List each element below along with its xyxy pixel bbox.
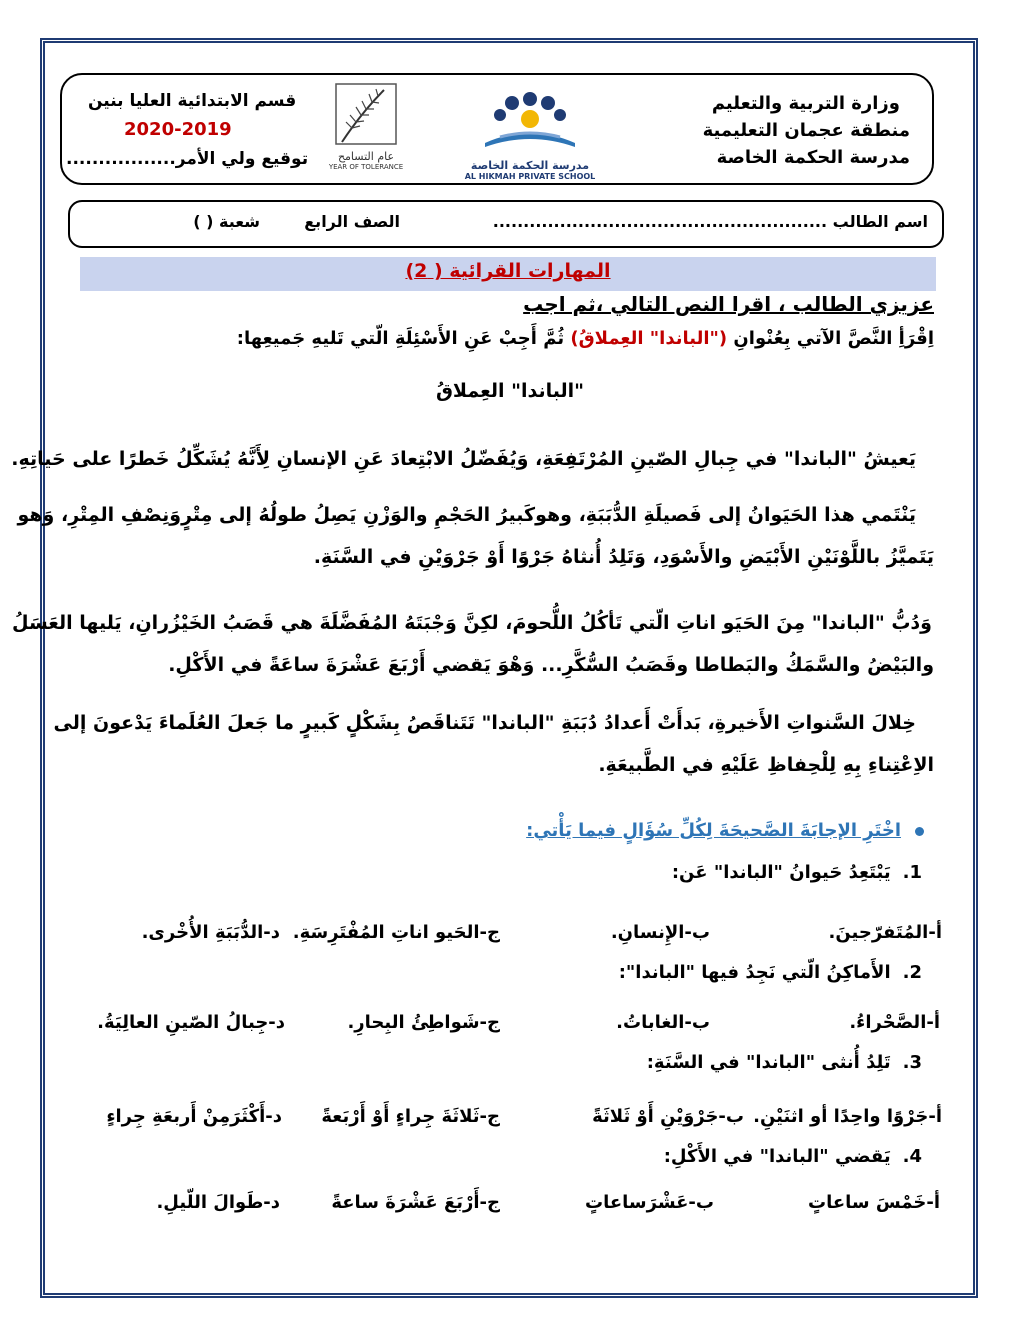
zone-name: منطقة عجمان التعليمية bbox=[702, 120, 910, 141]
q2-option-a[interactable]: أ-الصَّحْراءُ. bbox=[849, 1012, 940, 1033]
question-1-text: يَبْتَعِدُ حَيوانُ "الباندا" عَن: bbox=[671, 862, 891, 883]
q1-option-a[interactable]: أ-المُتَفرّجينَ. bbox=[828, 922, 942, 943]
passage-title: "الباندا" العِملاقُ bbox=[435, 380, 585, 402]
question-1-number: 1. bbox=[902, 862, 922, 883]
q3-option-a[interactable]: أ-جَرْوًا واحِدًا أو اثنَيْنِ. bbox=[753, 1106, 942, 1127]
intro-greeting: عزيزي الطالب ، اقرا النص التالي ،ثم اجب bbox=[523, 292, 934, 316]
question-4 bbox=[664, 1146, 922, 1167]
parent-signature: توقيع ولي الأمر................. bbox=[66, 149, 309, 169]
tolerance-logo-english: YEAR OF TOLERANCE bbox=[328, 163, 404, 171]
question-4-number: 4. bbox=[902, 1146, 922, 1167]
instruction-text: اخْتَرِ الإجابَةَ الصَّحيحَةَ لِكُلِّ سُؤَالٍ فيما يَأْتي: bbox=[526, 820, 901, 841]
q2-option-d[interactable]: د-جِبالُ الصّينِ العالِيَةُ. bbox=[97, 1012, 285, 1033]
title-bar bbox=[80, 257, 936, 291]
question-3-number: 3. bbox=[902, 1052, 922, 1073]
q1-option-d[interactable]: د-الدُّبَبَةِ الأُخْرى. bbox=[141, 922, 280, 943]
paragraph-2-line-1: يَنْتَمي هذا الحَيَوانُ إلى فَصيلَةِ الدُّبَبَةِ، وهوكَبيرُ الحَجْمِ والوَزْنِ يَصِلُ طولُهُ إلى مِتْرٍوَنِصْفِ المِتْرِ، وَهو bbox=[17, 504, 916, 526]
paragraph-3-line-1: وَدُبُّ "الباندا" مِنَ الحَيَو اناتِ الّتي تَأكُلُ اللُّحومَ، لكِنَّ وَجْبَتَهُ المُفَضَّلَةَ هي قَصَبُ الخَيْزُرانِ، يَليها العَسَلُ bbox=[12, 612, 932, 634]
q3-option-c[interactable]: ج-ثَلاثَةَ جِراءٍ أَوْ أَرْبَعةً bbox=[321, 1106, 500, 1127]
q4-option-a[interactable]: أ-خَمْسَ ساعاتٍ bbox=[808, 1192, 940, 1213]
tolerance-plant-icon bbox=[322, 82, 410, 146]
q4-option-c[interactable]: ج-أَرْبَعَ عَشْرَةَ ساعةً bbox=[331, 1192, 500, 1213]
q3-option-d[interactable]: د-أَكْثَرَمِنْ أَربعَةِ جِراءٍ bbox=[106, 1106, 282, 1127]
school-logo bbox=[460, 85, 600, 181]
school-logo-arabic: مدرسة الحكمة الخاصة bbox=[470, 159, 590, 172]
question-2-text: الأَماكِنُ الّتي نَجِدُ فيها "الباندا": bbox=[618, 962, 891, 983]
instruction-line bbox=[526, 820, 924, 841]
tolerance-logo bbox=[322, 82, 410, 178]
tolerance-logo-arabic: عام التسامح bbox=[337, 150, 395, 163]
intro-after: ثُمَّ أَجِبْ عَنِ الأَسْئِلَةِ الّتي تَليهِ جَميعِها: bbox=[236, 328, 565, 349]
paragraph-1-line-1: يَعيشُ "الباندا" في جِبالِ الصّينِ المُرْتَفِعَةِ، وَيُفَضّلُ الابْتِعادَ عَنِ الإنسانِ لِأَنَّهُ يُشَكِّلُ خَطرًا على حَياتِهِ. bbox=[11, 448, 916, 470]
ministry-name: وزارة التربية والتعليم bbox=[711, 93, 900, 114]
school-logo-english: AL HIKMAH PRIVATE SCHOOL bbox=[464, 172, 596, 181]
intro-before: اِقْرَأِ النَّصَّ الآتي بِعُنْوانِ bbox=[733, 328, 934, 349]
question-4-text: يَقضي "الباندا" في الأَكْلِ: bbox=[663, 1146, 891, 1167]
grade-label: الصف الرابع bbox=[304, 212, 400, 231]
question-2 bbox=[619, 962, 922, 983]
paragraph-4-line-1: خِلالَ السَّنواتِ الأَخيرةِ، بَدأَتْ أَعدادُ دُبَبَةِ "الباندا" تَتَناقَصُ بِشَكْلٍ كَبيرٍ ما جَعلَ العُلَماءَ يَدْعونَ إلى bbox=[53, 712, 916, 734]
q2-option-b[interactable]: ب-الغاباتُ. bbox=[616, 1012, 710, 1033]
question-2-number: 2. bbox=[902, 962, 922, 983]
paragraph-3-line-2: والبَيْضُ والسَّمَكُ والبَطاطا وقَصَبُ السُّكَّرِ... وَهْوَ يَقضي أَرْبَعَ عَشْرَةَ ساعَةً في الأَكْلِ. bbox=[168, 654, 934, 676]
department-name: قسم الابتدائية العليا بنين bbox=[88, 91, 297, 111]
question-3-text: تَلِدُ أُنثى "الباندا" في السَّنَةِ: bbox=[646, 1052, 891, 1073]
paragraph-4-line-2: الاِعْتِناءِ بِهِ لِلْحِفاظِ عَلَيْهِ في الطَّبيعَةِ. bbox=[598, 754, 934, 776]
school-logo-icon bbox=[460, 85, 600, 155]
question-3 bbox=[647, 1052, 922, 1073]
q3-option-b[interactable]: ب-جَرْوَيْنِ أَوْ ثَلاثَةً bbox=[592, 1106, 744, 1127]
intro-instruction bbox=[237, 328, 934, 349]
q2-option-c[interactable]: ج-شَواطِئُ البِحارِ. bbox=[347, 1012, 500, 1033]
q1-option-c[interactable]: ج-الحَيو اناتِ المُفْتَرِسَةِ. bbox=[292, 922, 500, 943]
page-title: المهارات القرائية ( 2) bbox=[405, 260, 611, 282]
bullet-icon bbox=[915, 827, 924, 836]
paragraph-2-line-2: يَتَميَّزُ باللَّوْنَيْنِ الأَبْيَضِ والأَسْوَدِ، وَتَلِدُ أُنثاهُ جَرْوًا أَوْ جَرْوَيْنِ في السَّنَةِ. bbox=[313, 546, 934, 568]
school-name: مدرسة الحكمة الخاصة bbox=[716, 147, 910, 168]
question-1 bbox=[672, 862, 922, 883]
q1-option-b[interactable]: ب-الإِنسانِ. bbox=[610, 922, 710, 943]
section-field[interactable]: شعبة ( ) bbox=[193, 212, 260, 231]
intro-highlight: ("الباندا" العِملاقُ) bbox=[570, 328, 728, 349]
academic-year: 2020-2019 bbox=[124, 119, 232, 140]
student-name-field[interactable]: اسم الطالب ....................................................... bbox=[492, 212, 928, 231]
q4-option-d[interactable]: د-طَوالَ اللّيلِ. bbox=[156, 1192, 280, 1213]
q4-option-b[interactable]: ب-عَشْرَساعاتٍ bbox=[585, 1192, 714, 1213]
